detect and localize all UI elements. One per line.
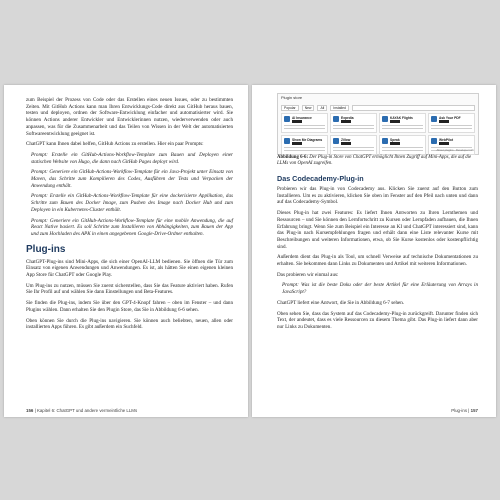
plugin-card bbox=[330, 135, 377, 155]
section-title: Plug-ins bbox=[451, 408, 468, 413]
paragraph: ChatGPT kann Ihnen dabei helfen, GitHub Actions zu erstellen. Hier ein paar Prompts: bbox=[26, 141, 204, 148]
plugin-name: WebPilot bbox=[439, 137, 454, 142]
prompt-block bbox=[26, 169, 233, 189]
plugin-card bbox=[379, 113, 426, 133]
plugin-name: Show Me Diagrams bbox=[292, 137, 323, 142]
plugin-icon bbox=[333, 138, 339, 144]
install-button bbox=[439, 142, 449, 145]
plugin-name: Zillow bbox=[341, 137, 351, 142]
plugin-card bbox=[379, 135, 426, 155]
paragraph: ChatGPT liefert eine Antwort, die Sie in Abbildung 6-7 sehen. bbox=[277, 299, 405, 306]
install-button bbox=[292, 120, 302, 123]
plugin-icon bbox=[284, 138, 290, 144]
footer-separator: | bbox=[34, 408, 36, 413]
page-number: 156 bbox=[26, 408, 34, 413]
prompt-text: Erstelle ein GitHub-Actions-Workflow-Template zum Bauen und Deployen einer statischen Website von Hugo, die dann nach GitHub Pages deployt wird. bbox=[31, 151, 233, 165]
plugin-icon bbox=[431, 138, 437, 144]
right-page-body bbox=[277, 170, 478, 335]
description-line bbox=[431, 128, 472, 129]
tab-all: All bbox=[317, 105, 327, 111]
description-line bbox=[333, 128, 374, 129]
page-number: 157 bbox=[470, 408, 478, 413]
plugin-name: Expedia bbox=[341, 115, 354, 120]
description-line bbox=[382, 147, 423, 148]
prompt-block bbox=[277, 282, 478, 295]
description-line bbox=[382, 125, 423, 126]
tab-installed: Installed bbox=[330, 105, 349, 111]
footer-separator: | bbox=[468, 408, 470, 413]
plugin-card bbox=[281, 113, 328, 133]
plugin-store-screenshot bbox=[277, 93, 479, 155]
plugin-name: Speak bbox=[390, 137, 400, 142]
prompt-label: Prompt: bbox=[31, 217, 48, 224]
description-line bbox=[333, 150, 374, 151]
plugin-card bbox=[281, 135, 328, 155]
description-line bbox=[382, 128, 423, 129]
screenshot-title: Plugin store bbox=[281, 95, 303, 100]
paragraph: Dieses Plug-in hat zwei Features: Es liefert Ihnen Antworten zu Ihren Lernthemen und Ressourcen – und Sie können den Lernfortschritt zu Kursen oder Lernpfaden aufbauen, die Ihnen Erfahrung bringt. Wenn Sie zum Beispiel ein Interesse an KI und ChatGPT interessiert sind, kann das Plug-in nach Kursempfehlungen fragen und erhält dann eine Liste relevanter Kurse mit Beschreibungen und weiteren Informationen, etwa, ob Sie Kurse kostenlos oder kostenpflichtig sind. bbox=[277, 210, 478, 250]
description-line bbox=[333, 125, 374, 126]
section-heading: Plug-ins bbox=[26, 243, 66, 255]
description-line bbox=[284, 147, 325, 148]
plugin-name: AI Insurance bbox=[292, 115, 312, 120]
prompt-text: Was ist die beste Doku oder der beste Artikel für eine Erläuterung von Arrays in JavaScript? bbox=[282, 282, 479, 296]
prompt-label: Prompt: bbox=[31, 169, 48, 176]
page-footer bbox=[26, 408, 137, 413]
install-button bbox=[292, 142, 302, 145]
tab-new: New bbox=[302, 105, 315, 111]
page-footer bbox=[451, 408, 478, 413]
screenshot-tabs bbox=[278, 105, 478, 111]
prompt-label: Prompt: bbox=[31, 151, 48, 158]
plugin-icon bbox=[431, 116, 437, 122]
description-line bbox=[431, 125, 472, 126]
plugin-card bbox=[330, 113, 377, 133]
search-field bbox=[352, 105, 475, 111]
plugin-icon bbox=[382, 138, 388, 144]
prompt-block bbox=[26, 152, 233, 165]
section-heading: Das Codecademy-Plug-in bbox=[277, 174, 364, 183]
paragraph: Probieren wir das Plug-in von Codecademy aus. Klicken Sie zuerst auf den Button zum Installieren. Um es zu aktivieren, klicken Sie oben im Fenster auf den Pfeil nach unten und dann auf das Codecademy-Symbol. bbox=[277, 186, 478, 206]
chapter-title: Kapitel 6: ChatGPT und andere vermeintliche LLMs bbox=[36, 408, 138, 413]
description-line bbox=[382, 150, 423, 151]
prompt-label: Prompt: bbox=[31, 193, 48, 200]
paragraph: Sie finden die Plug-ins, indem Sie über den GPT-4-Knopf fahren – oben im Fenster – und dann Plugins wählen. Dann erhalten Sie den Plugin Store, das Sie in Abbildung 6-6 sehen. bbox=[26, 300, 233, 313]
plugin-icon bbox=[284, 116, 290, 122]
caption-label: Abbildung 6-6: bbox=[277, 155, 309, 160]
description-line bbox=[284, 150, 325, 151]
install-button bbox=[439, 120, 449, 123]
install-button bbox=[390, 120, 400, 123]
caption-text: Der Plug-in Store von ChatGPT ermöglicht Ihnen Zugriff auf Mini-Apps, die auf die LLMs von OpenAI zugreifen. bbox=[277, 155, 472, 166]
prompt-label: Prompt: bbox=[282, 282, 299, 289]
plugin-card bbox=[428, 113, 475, 133]
left-page-body bbox=[26, 97, 233, 335]
figure-caption bbox=[277, 155, 477, 167]
prompt-text: Erstelle ein GitHub-Actions-Workflow-Template für eine dockerisierte Applikation, das Schritte zum Bauen des Docker Image, zum Pushen des Image nach Docker Hub und zum Deployen in ein Kubernetes-Cluster enthält. bbox=[31, 193, 233, 213]
tab-popular: Popular bbox=[281, 105, 299, 111]
plugin-icon bbox=[382, 116, 388, 122]
right-page bbox=[252, 85, 496, 417]
screenshot-footer: About plugins · Developer info bbox=[436, 148, 474, 152]
paragraph: zum Beispiel der Prozess von Code oder das Erstellen eines neuen Issues, oder zu bestimmten Zeiten. Mit GitHub Actions kann man Ihren Entwicklungs-Code direkt aus GitHub heraus bauen, testen und deployen, ordnen der Software-Entwicklung einfacher und automatisierter wird. Sie können Actions anderer Entwickler und Entwicklerinnen nutzen, wiederverwenden oder auch anpassen, was für die Zusammenarbeit und das Teilen von Wissen in der Welt der automatisierten Softwareentwicklung geeignet ist. bbox=[26, 97, 233, 137]
description-line bbox=[284, 128, 325, 129]
paragraph: ChatGPT-Plug-ins sind Mini-Apps, die sich einer OpenAI-LLM bedienen. Sie öffnen die Tür zum Einsatz von eigenen Anwendungen und Anwendungen. Es ist, als hätten Sie einen eigenen kleinen App Store für ChatGPT oder Google Play. bbox=[26, 258, 233, 279]
prompt-block bbox=[26, 218, 233, 238]
install-button bbox=[341, 142, 351, 145]
description-line bbox=[284, 125, 325, 126]
install-button bbox=[341, 120, 351, 123]
prompt-text: Generiere ein GitHub-Actions-Workflow-Template für ein Java-Projekt unter Einsatz von Maven, das Schritte zum Kompilieren des Codes, Ausführen der Tests und Verpacken der Anwendung enthält. bbox=[31, 169, 233, 189]
plugin-icon bbox=[333, 116, 339, 122]
plugin-name: Ask Your PDF bbox=[439, 115, 461, 120]
paragraph: Oben sehen Sie, dass das System auf das Codecademy-Plug-in zurückgreift. Darunter finden sich Text, der andeutet, dass es viele Ressourcen zu diesem Thema gibt. Das Plug-in liefert dann aber nur Links zu Dokumenten. bbox=[277, 310, 478, 330]
paragraph: Das probieren wir einmal aus: bbox=[277, 271, 339, 278]
description-line bbox=[333, 147, 374, 148]
plugin-card bbox=[428, 135, 475, 155]
prompt-text: Generiere ein GitHub-Actions-Workflow-Template für eine mobile Anwendung, die auf React Native basiert. Es soll Schritte zum Installieren von Abhängigkeiten, zum Bauen der App und zum Hochladen des APK in einen angegebenen Google-Drive-Ordner enthalten. bbox=[31, 217, 233, 237]
left-page bbox=[4, 85, 248, 417]
paragraph: Oben können Sie durch die Plug-ins navigieren. Sie können auch beliebten, neuen, allen oder installierten Apps führen. Es gibt außerdem ein Suchfeld. bbox=[26, 317, 233, 331]
prompt-block bbox=[26, 193, 233, 213]
paragraph: Außerdem dient das Plug-in als Tool, um schnell Verweise auf technische Dokumentationen zu erhalten. Sie bekommen dann Links zu Dokumenten und Artikel mit weiteren Informationen. bbox=[277, 254, 478, 268]
plugin-name: KAYAK Flights bbox=[390, 115, 413, 120]
paragraph: Um Plug-ins zu nutzen, müssen Sie zuerst sicherstellen, dass Sie das Feature aktiviert haben. Rufen Sie Ihr Profil auf und wählen Sie dann Einstellungen und Beta-Features. bbox=[26, 282, 233, 296]
install-button bbox=[390, 142, 400, 145]
